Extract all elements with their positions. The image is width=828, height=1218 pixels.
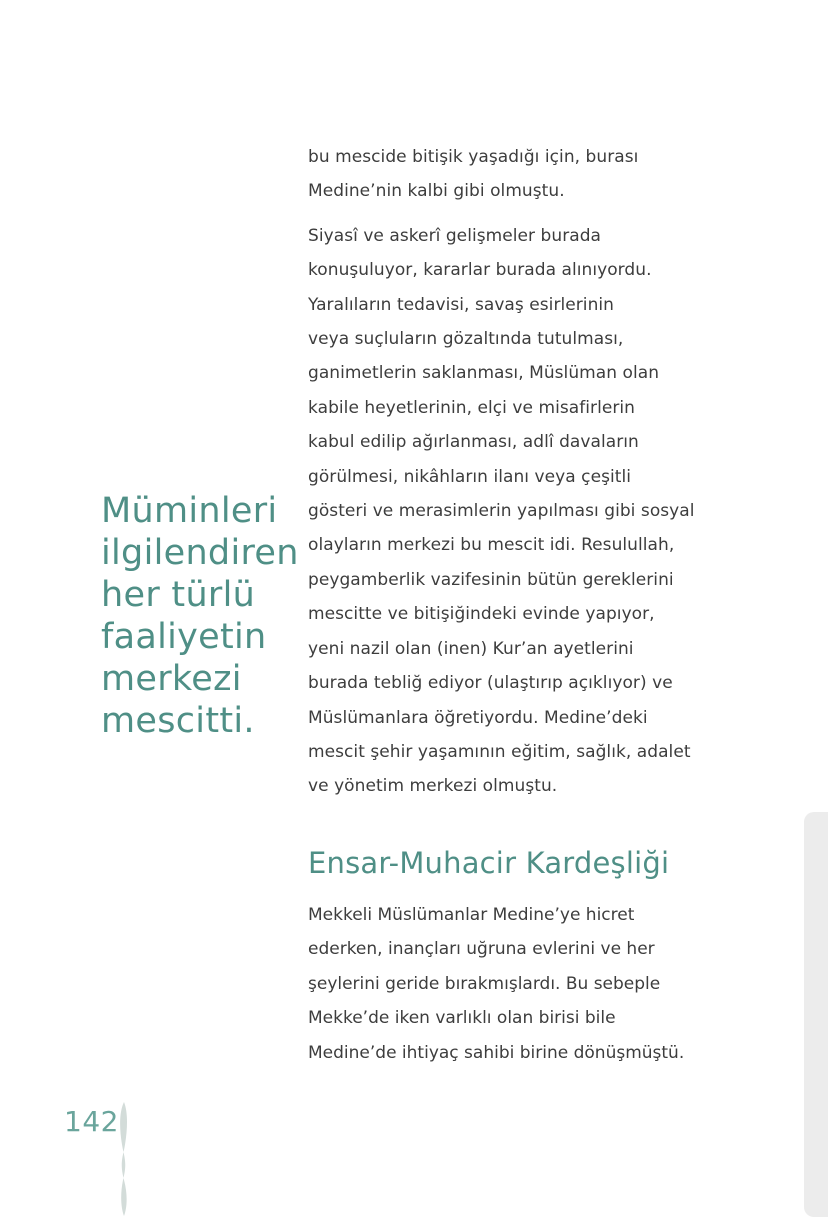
text-line: gösteri ve merasimlerin yapılması gibi sosyal bbox=[308, 501, 695, 522]
intro-paragraph bbox=[308, 140, 708, 209]
body-text-column bbox=[308, 140, 708, 804]
pull-quote-line: her türlü bbox=[101, 575, 256, 615]
text-line: burada tebliğ ediyor (ulaştırıp açıklıyor) ve bbox=[308, 673, 673, 694]
section-paragraph bbox=[308, 898, 684, 1070]
text-line: kabul edilip ağırlanması, adlî davaların bbox=[308, 432, 639, 453]
text-line: şeylerini geride bırakmışlardı. Bu sebeple bbox=[308, 973, 661, 994]
text-line: konuşuluyor, kararlar burada alınıyordu. bbox=[308, 260, 652, 281]
side-tab bbox=[804, 812, 828, 1217]
ornament-icon bbox=[113, 1100, 135, 1218]
main-paragraph bbox=[308, 219, 708, 804]
page-number: 142 bbox=[64, 1105, 119, 1138]
text-line: kabile heyetlerinin, elçi ve misafirlerin bbox=[308, 397, 636, 418]
pull-quote-line: ilgilendiren bbox=[101, 533, 299, 573]
text-line: peygamberlik vazifesinin bütün gereklerini bbox=[308, 569, 674, 590]
text-line: Medine’nin kalbi gibi olmuştu. bbox=[308, 181, 565, 202]
text-line: mescit şehir yaşamının eğitim, sağlık, adalet bbox=[308, 741, 691, 762]
text-line: yeni nazil olan (inen) Kur’an ayetlerini bbox=[308, 638, 634, 659]
text-line: ganimetlerin saklanması, Müslüman olan bbox=[308, 363, 660, 384]
text-line: veya suçluların gözaltında tutulması, bbox=[308, 329, 624, 350]
pull-quote-line: faaliyetin bbox=[101, 617, 267, 657]
text-line: ve yönetim merkezi olmuştu. bbox=[308, 776, 558, 797]
text-line: olayların merkezi bu mescit idi. Resulullah, bbox=[308, 535, 675, 556]
pull-quote-line: mescitti. bbox=[101, 701, 255, 741]
text-line: Müslümanlara öğretiyordu. Medine’deki bbox=[308, 707, 648, 728]
text-line: Siyasî ve askerî gelişmeler burada bbox=[308, 225, 602, 246]
text-line: Medine’de ihtiyaç sahibi birine dönüşmüştü. bbox=[308, 1042, 685, 1063]
text-line: Mekke’de iken varlıklı olan birisi bile bbox=[308, 1008, 616, 1029]
text-line: Mekkeli Müslümanlar Medine’ye hicret bbox=[308, 905, 635, 925]
pull-quote bbox=[101, 490, 299, 742]
section-heading: Ensar-Muhacir Kardeşliği bbox=[308, 846, 670, 880]
text-line: ederken, inançları uğruna evlerini ve her bbox=[308, 939, 655, 960]
pull-quote-line: merkezi bbox=[101, 659, 242, 699]
text-line: bu mescide bitişik yaşadığı için, burası bbox=[308, 147, 639, 167]
text-line: mescitte ve bitişiğindeki evinde yapıyor, bbox=[308, 604, 655, 625]
pull-quote-line: Müminleri bbox=[101, 491, 278, 531]
text-line: Yaralıların tedavisi, savaş esirlerinin bbox=[308, 294, 615, 315]
text-line: görülmesi, nikâhların ilanı veya çeşitli bbox=[308, 466, 632, 487]
